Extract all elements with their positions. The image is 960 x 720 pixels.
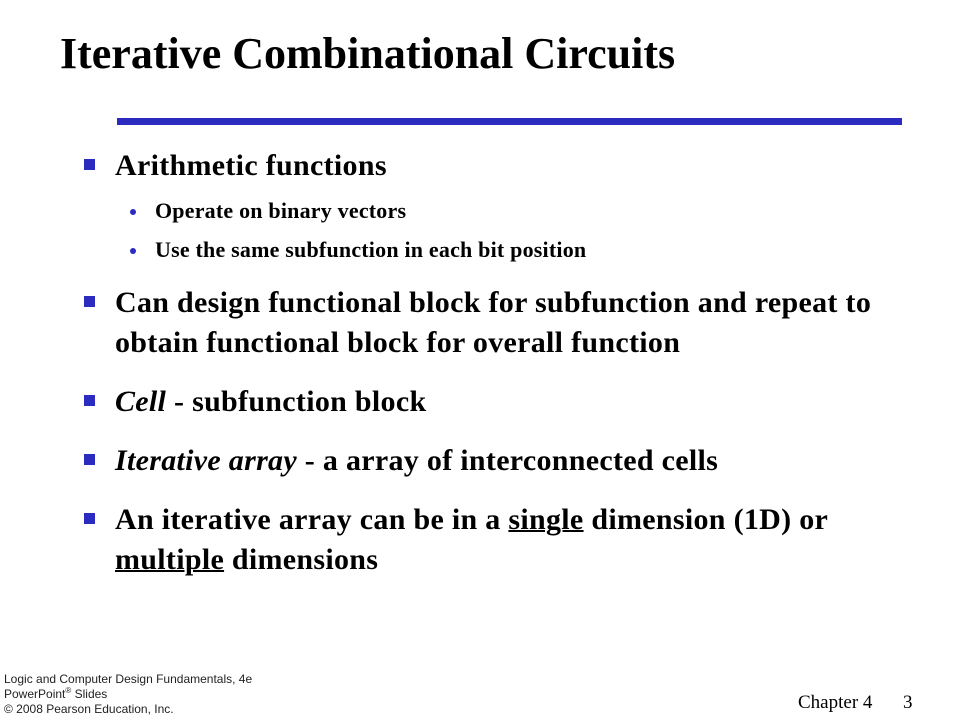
bullet-text: Can design functional block for subfunction and repeat to obtain functional block for overall function (115, 286, 872, 359)
round-bullet-icon (130, 209, 136, 215)
footer-copyright: © 2008 Pearson Education, Inc. (4, 702, 174, 716)
bullet-text: An iterative array can be in a (115, 503, 509, 536)
slide-title: Iterative Combinational Circuits (60, 29, 676, 78)
square-bullet-icon (84, 395, 95, 406)
sub-bullet-text: Operate on binary vectors (155, 198, 407, 223)
bullet-iterative-array (80, 441, 880, 481)
page-number: 3 (903, 692, 913, 713)
bullet-text: Arithmetic functions (115, 149, 387, 182)
title-underline-rule (117, 118, 902, 125)
bullet-list (80, 146, 880, 580)
round-bullet-icon (130, 248, 136, 254)
chapter-label: Chapter 4 (798, 692, 873, 713)
footer-credit (4, 672, 252, 717)
footer-book-title: Logic and Computer Design Fundamentals, 4e (4, 672, 253, 686)
bullet-text: - a array of interconnected cells (296, 444, 719, 477)
underlined-multiple: multiple (115, 543, 225, 576)
sub-bullet-same-subfunction (80, 236, 880, 264)
bullet-text: dimension (1D) or (583, 503, 828, 536)
bullet-functional-block (80, 283, 880, 363)
footer-slides-line (4, 687, 252, 702)
bullet-text: dimensions (224, 543, 379, 576)
term-cell: Cell (115, 385, 167, 418)
registered-mark: ® (65, 686, 72, 695)
footer-powerpoint: PowerPoint (4, 687, 66, 701)
term-iterative-array: Iterative array (115, 444, 297, 477)
bullet-dimensions (80, 500, 880, 580)
square-bullet-icon (84, 513, 95, 524)
underlined-single: single (508, 503, 584, 536)
square-bullet-icon (84, 159, 95, 170)
sub-bullet-binary-vectors (80, 197, 880, 225)
bullet-cell (80, 382, 880, 422)
square-bullet-icon (84, 454, 95, 465)
bullet-arithmetic-functions (80, 146, 880, 186)
bullet-text: - subfunction block (166, 385, 427, 418)
square-bullet-icon (84, 296, 95, 307)
sub-bullet-text: Use the same subfunction in each bit position (155, 237, 587, 262)
footer-slides: Slides (71, 687, 108, 701)
